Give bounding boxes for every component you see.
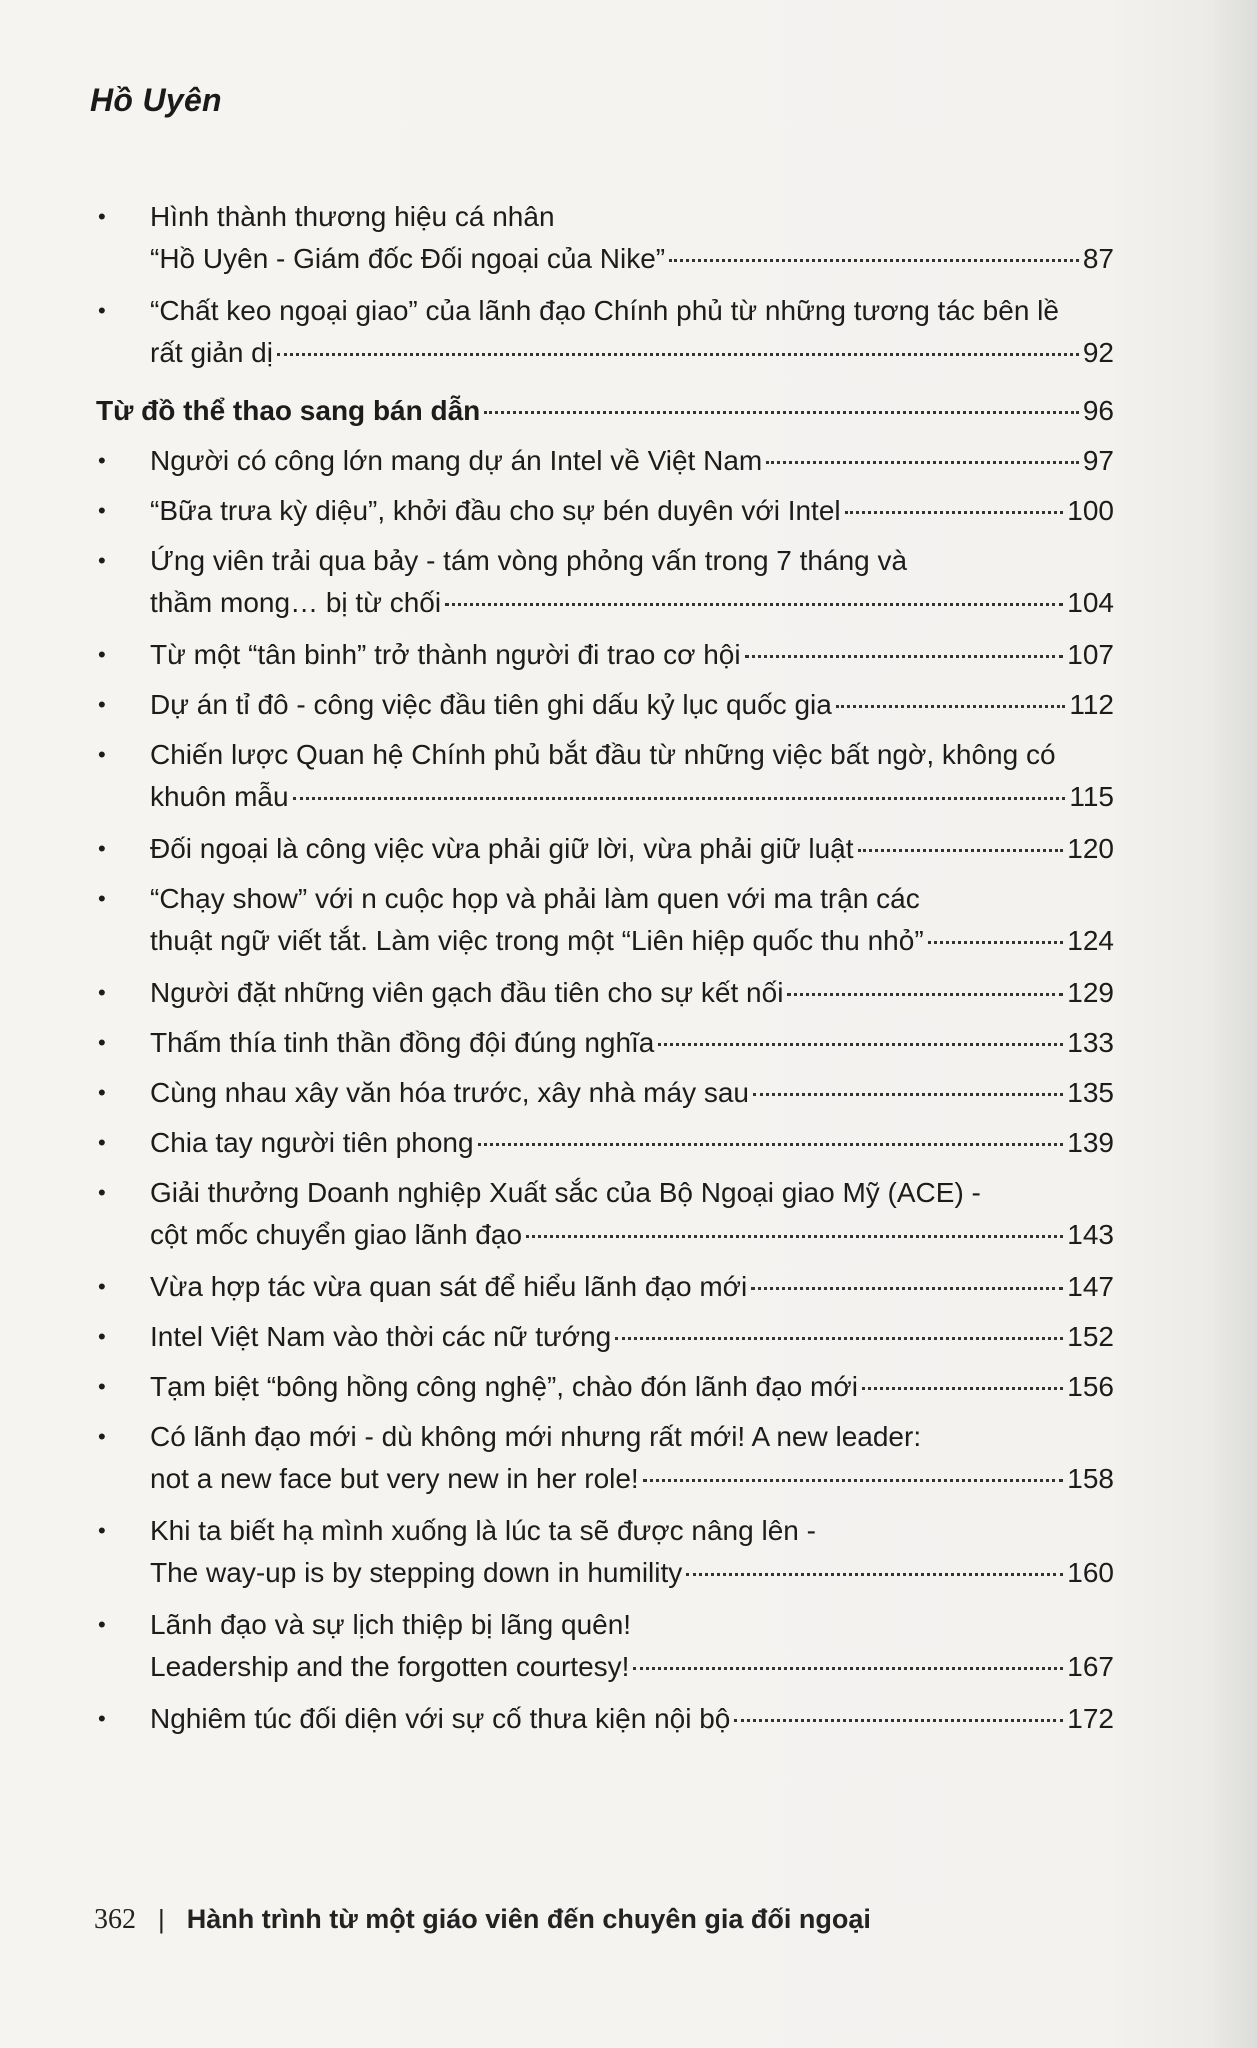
toc-page-number: 172: [1067, 1703, 1114, 1734]
toc-entry-title-line: Cùng nhau xây văn hóa trước, xây nhà máy sau: [150, 1077, 749, 1108]
toc-entry-title-line: Leadership and the forgotten courtesy!: [150, 1651, 630, 1682]
toc-entry-title-line: Đối ngoại là công việc vừa phải giữ lời, vừa phải giữ luật: [150, 833, 854, 864]
toc-entry-title-line: thuật ngữ viết tắt. Làm việc trong một “Liên hiệp quốc thu nhỏ”: [150, 925, 924, 956]
dot-leader: [745, 655, 1064, 658]
toc-page-number: 124: [1067, 925, 1114, 956]
toc-entry: [98, 1510, 1114, 1594]
toc-section-heading: [96, 390, 1114, 432]
toc-entry-last-line: [150, 1022, 1114, 1064]
toc-entry-title-line: Từ một “tân binh” trở thành người đi trao cơ hội: [150, 639, 741, 670]
toc-entry: [98, 1366, 1114, 1408]
toc-entry-last-line: [150, 1366, 1114, 1408]
page-number: 362: [94, 1904, 136, 1935]
dot-leader: [478, 1143, 1064, 1146]
bullet-icon: •: [98, 886, 106, 911]
toc-entry: [98, 734, 1114, 818]
toc-entry-title-line: Chia tay người tiên phong: [150, 1127, 474, 1158]
bullet-icon: •: [98, 1424, 106, 1449]
toc-entry: [98, 440, 1114, 482]
toc-entry-last-line: [150, 1214, 1114, 1256]
toc-entry-last-line: [150, 684, 1114, 726]
toc-entry-last-line: [150, 1122, 1114, 1164]
dot-leader: [669, 259, 1079, 262]
toc-entry-title-line: Ứng viên trải qua bảy - tám vòng phỏng vấn trong 7 tháng và: [150, 545, 908, 576]
toc-entry-title-line: khuôn mẫu: [150, 781, 289, 812]
dot-leader: [293, 797, 1066, 800]
toc-page-number: 160: [1067, 1557, 1114, 1588]
toc-entry: [98, 1122, 1114, 1164]
bullet-icon: •: [98, 980, 106, 1005]
toc-page-number: 87: [1082, 243, 1114, 274]
toc-page-number: 115: [1069, 781, 1114, 812]
dot-leader: [858, 849, 1064, 852]
toc-entry-title-line: Intel Việt Nam vào thời các nữ tướng: [150, 1321, 612, 1352]
dot-leader: [766, 461, 1079, 464]
toc-entry-title-line: Nghiêm túc đối diện với sự cố thưa kiện nội bộ: [150, 1703, 731, 1734]
toc-section-title: Từ đồ thể thao sang bán dẫn: [96, 395, 481, 426]
dot-leader: [277, 353, 1079, 356]
footer-separator: |: [158, 1904, 165, 1934]
toc-entry-last-line: [150, 1316, 1114, 1358]
toc-entry-title-line: Giải thưởng Doanh nghiệp Xuất sắc của Bộ Ngoại giao Mỹ (ACE) -: [150, 1177, 981, 1208]
bullet-icon: •: [98, 1374, 106, 1399]
dot-leader: [862, 1387, 1063, 1390]
toc-entry-last-line: [150, 1552, 1114, 1594]
bullet-icon: •: [98, 1518, 106, 1543]
bullet-icon: •: [98, 1324, 106, 1349]
toc-entry-title-line: cột mốc chuyển giao lãnh đạo: [150, 1219, 523, 1250]
toc-page-number: 97: [1082, 445, 1114, 476]
toc-page-number: 167: [1067, 1651, 1114, 1682]
toc-entry-title-line: Hình thành thương hiệu cá nhân: [150, 201, 555, 232]
bullet-icon: •: [98, 1706, 106, 1731]
bullet-icon: •: [98, 742, 106, 767]
toc-entry-title-line: not a new face but very new in her role!: [150, 1463, 639, 1494]
toc-page-number: 156: [1067, 1371, 1114, 1402]
dot-leader: [686, 1573, 1063, 1576]
toc-entry: [98, 684, 1114, 726]
dot-leader: [633, 1667, 1063, 1670]
bullet-icon: •: [98, 204, 106, 229]
bullet-icon: •: [98, 642, 106, 667]
toc-entry-title-line: “Hồ Uyên - Giám đốc Đối ngoại của Nike”: [150, 243, 666, 274]
toc-entry: [98, 490, 1114, 532]
toc-entry: [98, 290, 1114, 374]
page-footer: [94, 1904, 871, 1936]
toc-entry-title-line: Có lãnh đạo mới - dù không mới nhưng rất mới! A new leader:: [150, 1421, 922, 1452]
toc-entry-title-line: The way-up is by stepping down in humility: [150, 1557, 683, 1588]
toc-entry: [98, 1172, 1114, 1256]
bullet-icon: •: [98, 448, 106, 473]
toc-entry-last-line: [150, 238, 1114, 280]
bullet-icon: •: [98, 1130, 106, 1155]
toc-entry: [98, 878, 1114, 962]
dot-leader: [643, 1479, 1064, 1482]
dot-leader: [845, 511, 1064, 514]
bullet-icon: •: [98, 1030, 106, 1055]
toc-entry-title-line: Tạm biệt “bông hồng công nghệ”, chào đón lãnh đạo mới: [150, 1371, 858, 1402]
dot-leader: [753, 1093, 1063, 1096]
toc-page-number: 129: [1067, 977, 1114, 1008]
toc-entry-title-line: thầm mong… bị từ chối: [150, 587, 442, 618]
toc-entry-title-line: Người có công lớn mang dự án Intel về Việt Nam: [150, 445, 763, 476]
toc-entry-title-line: rất giản dị: [150, 337, 273, 368]
toc-entry-last-line: [150, 828, 1114, 870]
toc-page-number: 96: [1082, 395, 1114, 426]
toc-entry: [98, 196, 1114, 280]
toc-page-number: 143: [1067, 1219, 1114, 1250]
toc-entry: [98, 1266, 1114, 1308]
toc-entry: [98, 540, 1114, 624]
toc-entry: [98, 1316, 1114, 1358]
bullet-icon: •: [98, 548, 106, 573]
bullet-icon: •: [98, 692, 106, 717]
bullet-icon: •: [98, 498, 106, 523]
toc-page-number: 100: [1067, 495, 1114, 526]
toc-entry-title-line: “Chất keo ngoại giao” của lãnh đạo Chính phủ từ những tương tác bên lề: [150, 295, 1059, 326]
dot-leader: [484, 411, 1079, 414]
toc-entry: [98, 972, 1114, 1014]
toc-entry-title-line: Lãnh đạo và sự lịch thiệp bị lãng quên!: [150, 1609, 632, 1640]
toc-entry-title-line: Khi ta biết hạ mình xuống là lúc ta sẽ được nâng lên -: [150, 1515, 816, 1546]
toc-entry-last-line: [150, 1266, 1114, 1308]
dot-leader: [787, 993, 1063, 996]
toc-entry-last-line: [150, 920, 1114, 962]
toc-entry: [98, 1416, 1114, 1500]
running-header-author: Hồ Uyên: [90, 82, 222, 118]
toc-entry-title-line: Vừa hợp tác vừa quan sát để hiểu lãnh đạo mới: [150, 1271, 748, 1302]
toc-entry-title-line: Dự án tỉ đô - công việc đầu tiên ghi dấu kỷ lục quốc gia: [150, 689, 832, 720]
toc-entry-last-line: [150, 1646, 1114, 1688]
toc-entry-title-line: Chiến lược Quan hệ Chính phủ bắt đầu từ những việc bất ngờ, không có: [150, 739, 1056, 770]
toc-page-number: 158: [1067, 1463, 1114, 1494]
dot-leader: [734, 1719, 1063, 1722]
toc-entry-last-line: [150, 972, 1114, 1014]
toc-entry-last-line: [150, 1072, 1114, 1114]
toc-page-number: 133: [1067, 1027, 1114, 1058]
toc-entry-last-line: [150, 776, 1114, 818]
toc-entry-last-line: [150, 582, 1114, 624]
bullet-icon: •: [98, 1612, 106, 1637]
toc-entry: [98, 634, 1114, 676]
toc-entry-title-line: “Bữa trưa kỳ diệu”, khởi đầu cho sự bén duyên với Intel: [150, 495, 841, 526]
toc-entry-title-line: Thấm thía tinh thần đồng đội đúng nghĩa: [150, 1027, 655, 1058]
book-title: Hành trình từ một giáo viên đến chuyên gia đối ngoại: [186, 1904, 871, 1934]
toc-entry-last-line: [150, 1458, 1114, 1500]
toc-entry-last-line: [150, 1698, 1114, 1740]
dot-leader: [615, 1337, 1063, 1340]
toc-entry: [98, 1698, 1114, 1740]
toc-entry: [98, 1072, 1114, 1114]
toc-page-number: 152: [1067, 1321, 1114, 1352]
bullet-icon: •: [98, 1080, 106, 1105]
toc-page-number: 139: [1067, 1127, 1114, 1158]
bullet-icon: •: [98, 836, 106, 861]
dot-leader: [928, 941, 1064, 944]
toc-entry: [98, 1022, 1114, 1064]
bullet-icon: •: [98, 1274, 106, 1299]
toc-entry: [98, 828, 1114, 870]
dot-leader: [836, 705, 1066, 708]
toc-entry-title-line: “Chạy show” với n cuộc họp và phải làm quen với ma trận các: [150, 883, 920, 914]
toc-entry-last-line: [150, 490, 1114, 532]
toc-page-number: 112: [1069, 689, 1114, 720]
toc-entry-last-line: [150, 332, 1114, 374]
toc-page-number: 107: [1067, 639, 1114, 670]
bullet-icon: •: [98, 1180, 106, 1205]
dot-leader: [526, 1235, 1063, 1238]
dot-leader: [751, 1287, 1063, 1290]
dot-leader: [658, 1043, 1063, 1046]
toc-entry-last-line: [150, 634, 1114, 676]
toc-page-number: 120: [1067, 833, 1114, 864]
dot-leader: [445, 603, 1063, 606]
bullet-icon: •: [98, 298, 106, 323]
toc-entry: [98, 1604, 1114, 1688]
toc-page-number: 135: [1067, 1077, 1114, 1108]
toc-page-number: 147: [1067, 1271, 1114, 1302]
toc-entry-last-line: [150, 440, 1114, 482]
toc-page-number: 104: [1067, 587, 1114, 618]
toc-entry-title-line: Người đặt những viên gạch đầu tiên cho sự kết nối: [150, 977, 784, 1008]
toc-page-number: 92: [1082, 337, 1114, 368]
